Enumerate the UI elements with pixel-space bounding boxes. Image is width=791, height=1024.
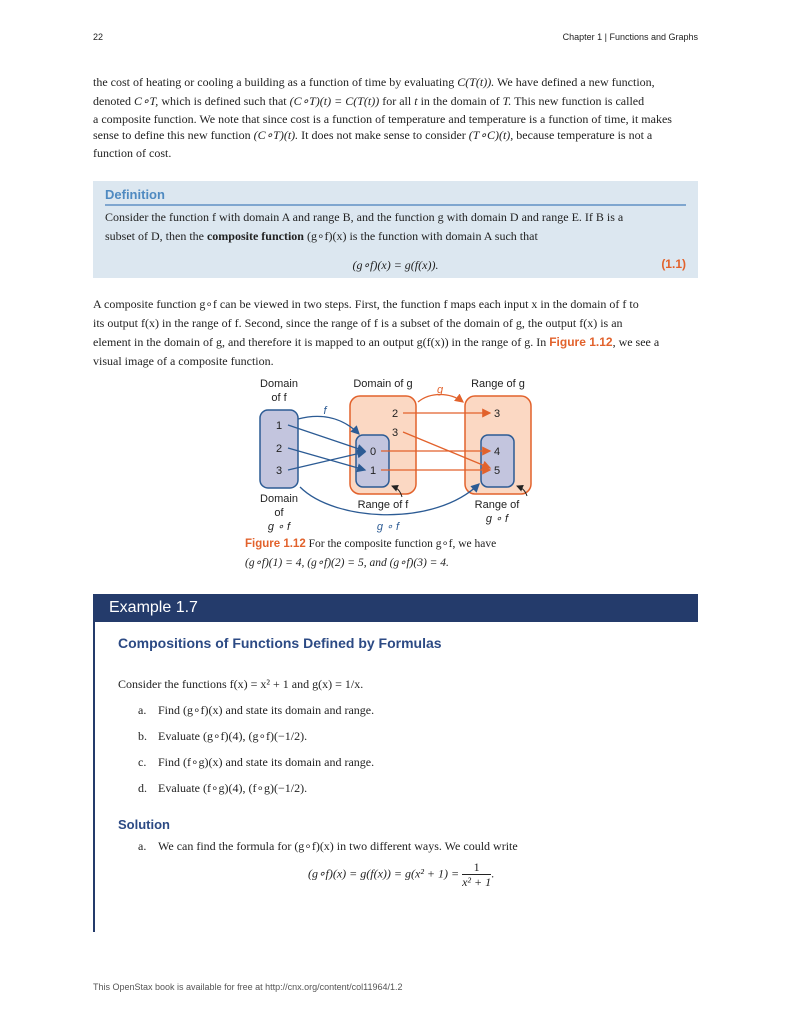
list-item-text: Evaluate (f∘g)(4), (f∘g)(−1/2). (158, 781, 308, 795)
text: (g∘f)(x) is the function with domain A such that (303, 229, 538, 243)
label-domain-g: Domain of g (353, 378, 413, 390)
label-f-arrow: f (323, 405, 327, 417)
math: (C∘T)(t) = C(T(t)) (289, 94, 380, 108)
value-domain-f: 1 (275, 420, 283, 432)
list-item-text: Find (g∘f)(x) and state its domain and range. (158, 703, 375, 717)
value-domain-g: 2 (391, 408, 399, 420)
text: a composite function. We note that since cost is a function of temperature and temperature is a function of time, it makes (93, 112, 672, 126)
math: (g∘f)(x) = g(f(x)). (352, 258, 439, 272)
text: Consider the function f with domain A and range B, and the function g with domain D and range E. If B is a (105, 210, 624, 224)
label-domain-f-2: of f (271, 392, 287, 404)
numerator: 1 (462, 860, 491, 875)
range-gof-box (481, 435, 514, 487)
value-range-gof: 5 (493, 465, 501, 477)
list-item-text: Evaluate (g∘f)(4), (g∘f)(−1/2). (158, 729, 308, 743)
text: sense to define this new function (93, 128, 254, 142)
list-marker: a. (138, 703, 147, 717)
list-item (138, 702, 146, 718)
page-number: 22 (93, 32, 104, 42)
text: We have defined a new function, (494, 75, 655, 89)
text: A composite function g∘f can be viewed in two steps. First, the function f maps each input x in the domain of f to (93, 297, 639, 311)
label-range-f: Range of f (357, 499, 409, 511)
value-domain-f: 3 (275, 465, 283, 477)
value-range-f: 1 (369, 465, 377, 477)
example-title: Example 1.7 (109, 599, 198, 616)
solution-equation (308, 860, 494, 889)
math: T. (502, 94, 512, 108)
definition-title: Definition (105, 187, 165, 202)
value-range-g: 3 (493, 408, 501, 420)
text: element in the domain of g, and therefore it is mapped to an output g(f(x)) in the range of g. In (93, 335, 550, 349)
composite-function-diagram (245, 372, 545, 534)
label-g-arrow: g (436, 384, 444, 396)
example-header (93, 594, 698, 622)
label-range-g: Range of g (471, 378, 525, 390)
label-range-gof-2: g ∘ f (485, 513, 509, 525)
label-range-gof-1: Range of (474, 499, 520, 511)
text: This new function is called (511, 94, 645, 108)
footer-text: This OpenStax book is available for free at http://cnx.org/content/col11964/1.2 (93, 982, 403, 992)
definition-text (105, 208, 686, 246)
example-intro: Consider the functions f(x) = x² + 1 and g(x) = 1/x. (118, 677, 364, 691)
explanation-paragraph (93, 295, 698, 371)
figure-caption (245, 535, 545, 573)
list-item (138, 728, 147, 744)
text: It does not make sense to consider (298, 128, 469, 142)
value-domain-f: 2 (275, 443, 283, 455)
example-side-rule (93, 622, 95, 932)
value-range-gof: 4 (493, 446, 501, 458)
caption-label: Figure 1.12 (245, 538, 306, 550)
bold-term: composite function (206, 229, 304, 243)
math: t (414, 94, 418, 108)
text: subset of D, then the (105, 229, 207, 243)
text: because temperature is not a (513, 128, 653, 142)
list-item (138, 754, 146, 770)
label-domain-gof-1: Domain (260, 493, 298, 505)
text: visual image of a composite function. (93, 354, 274, 368)
text: for all (379, 94, 415, 108)
equation-number: (1.1) (661, 257, 686, 271)
text: . (491, 866, 495, 881)
chapter-header: Chapter 1 | Functions and Graphs (562, 32, 698, 42)
label-domain-gof-2: of (274, 507, 284, 519)
value-domain-g: 3 (391, 427, 399, 439)
solution-title: Solution (118, 817, 170, 832)
text: , we see a (612, 335, 660, 349)
fraction (462, 860, 491, 889)
text: denoted (93, 94, 134, 108)
math: (C∘T)(t). (253, 128, 299, 142)
denominator: x² + 1 (462, 875, 492, 889)
list-marker: b. (138, 729, 147, 743)
solution-text: We can find the formula for (g∘f)(x) in two different ways. We could write (158, 839, 518, 853)
math: (g∘f)(1) = 4, (g∘f)(2) = 5, and (g∘f)(3) = 4. (245, 557, 449, 569)
example-subtitle: Compositions of Functions Defined by Formulas (118, 635, 442, 651)
list-marker: d. (138, 781, 147, 795)
definition-divider (105, 204, 686, 206)
intro-paragraph (93, 73, 698, 163)
definition-equation (93, 258, 698, 273)
range-f-box (356, 435, 389, 487)
definition-box (93, 181, 698, 278)
list-marker: c. (138, 755, 147, 769)
math: (g∘f)(x) = g(f(x)) = g(x² + 1) = (308, 866, 463, 881)
label-domain-gof-3: g ∘ f (267, 521, 291, 533)
math: C(T(t)). (457, 75, 495, 89)
figure-link[interactable]: Figure 1.12 (549, 335, 613, 349)
text: function of cost. (93, 146, 172, 160)
text: in the domain of (417, 94, 503, 108)
text: its output f(x) in the range of f. Second, since the range of f is a subset of the domain of g, the output f(x) is an (93, 316, 623, 330)
math: (T∘C)(t), (468, 128, 514, 142)
text: the cost of heating or cooling a building as a function of time by evaluating (93, 75, 458, 89)
label-gof-arrow: g ∘ f (376, 521, 400, 533)
solution-marker: a. (138, 839, 147, 853)
list-item-text: Find (f∘g)(x) and state its domain and range. (158, 755, 375, 769)
value-range-f: 0 (369, 446, 377, 458)
text: For the composite function g∘f, we have (305, 538, 497, 550)
list-item (138, 780, 147, 796)
label-domain-f-1: Domain (260, 378, 298, 390)
text: which is defined such that (158, 94, 290, 108)
math: C∘T, (134, 94, 159, 108)
